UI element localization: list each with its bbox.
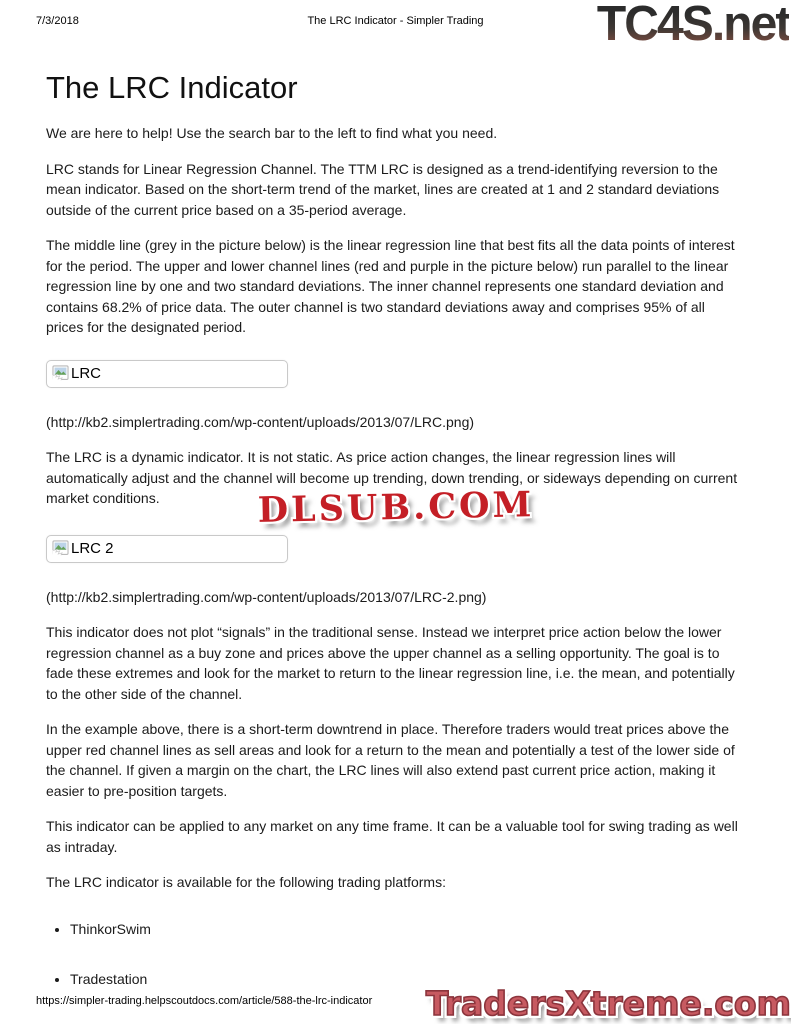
broken-image-icon bbox=[51, 364, 70, 383]
dlsub-watermark: DLSUB.COM bbox=[256, 484, 535, 531]
print-doc-title: The LRC Indicator - Simpler Trading bbox=[307, 15, 484, 27]
paragraph-platforms-intro: The LRC indicator is available for the following trading platforms: bbox=[46, 874, 446, 890]
tc4s-watermark-logo: TC4S.net bbox=[597, 0, 789, 52]
image-link-lrc[interactable]: (http://kb2.simplertrading.com/wp-content/uploads/2013/07/LRC.png) bbox=[46, 413, 475, 430]
print-footer-url: https://simpler-trading.helpscoutdocs.com/article/588-the-lrc-indicator bbox=[36, 995, 373, 1007]
print-header bbox=[0, 0, 791, 56]
article-content bbox=[46, 52, 746, 1019]
broken-image-alt: LRC 2 bbox=[71, 540, 114, 557]
platform-list bbox=[46, 919, 746, 989]
paragraph-lrc-stands: LRC stands for Linear Regression Channel. The TTM LRC is designed as a trend-identifying reversion to the mean indicator. Based on the short-term trend of the market, lines are created at 1 and 2 standard deviations outside of the current price based on a 35-period average. bbox=[46, 160, 720, 218]
tradersxtreme-watermark: TradersXtreme.com bbox=[425, 984, 791, 1023]
print-date: 7/3/2018 bbox=[36, 15, 79, 27]
paragraph-any-market: This indicator can be applied to any market on any time frame. It can be a valuable tool for swing trading as well as intraday. bbox=[46, 818, 738, 855]
broken-image-placeholder-lrc2[interactable] bbox=[46, 535, 288, 563]
paragraph-signals: This indicator does not plot “signals” in the traditional sense. Instead we interpret price action below the lower regression channel as a buy zone and prices above the upper channel as a selling opportunity. The goal is to fade these extremes and look for the market to return to the linear regression line, i.e. the mean, and potentially to the other side of the channel. bbox=[46, 624, 735, 702]
paragraph-middle-line: The middle line (grey in the picture below) is the linear regression line that best fits all the data points of interest for the period. The upper and lower channel lines (red and purple in the picture below) run parallel to the linear regression line by one and two standard deviations. The inner channel represents one standard deviation and contains 68.2% of price data. The outer channel is two standard deviations away and comprises 95% of all prices for the designated period. bbox=[46, 237, 735, 335]
list-item-tradestation: • Tradestation bbox=[70, 969, 746, 989]
paragraph-intro: We are here to help! Use the search bar to the left to find what you need. bbox=[46, 125, 498, 141]
list-item-thinkorswim: • ThinkorSwim bbox=[70, 919, 746, 939]
paragraph-example: In the example above, there is a short-term downtrend in place. Therefore traders would treat prices above the upper red channel lines as sell areas and look for a return to the mean and potentially a test of the lower side of the channel. If given a margin on the chart, the LRC lines will also extend past current price action, making it easier to pre-position targets. bbox=[46, 721, 735, 799]
image-link-lrc2[interactable]: (http://kb2.simplertrading.com/wp-content/uploads/2013/07/LRC-2.png) bbox=[46, 588, 487, 605]
broken-image-alt: LRC bbox=[71, 365, 102, 382]
page-title: The LRC Indicator bbox=[46, 70, 298, 105]
broken-image-icon bbox=[51, 539, 70, 558]
paragraph-dynamic: The LRC is a dynamic indicator. It is not static. As price action changes, the linear regression lines will automatically adjust and the channel will become up trending, down trending, or sideways depending on current market conditions. bbox=[46, 449, 738, 506]
broken-image-placeholder-lrc[interactable] bbox=[46, 360, 288, 388]
